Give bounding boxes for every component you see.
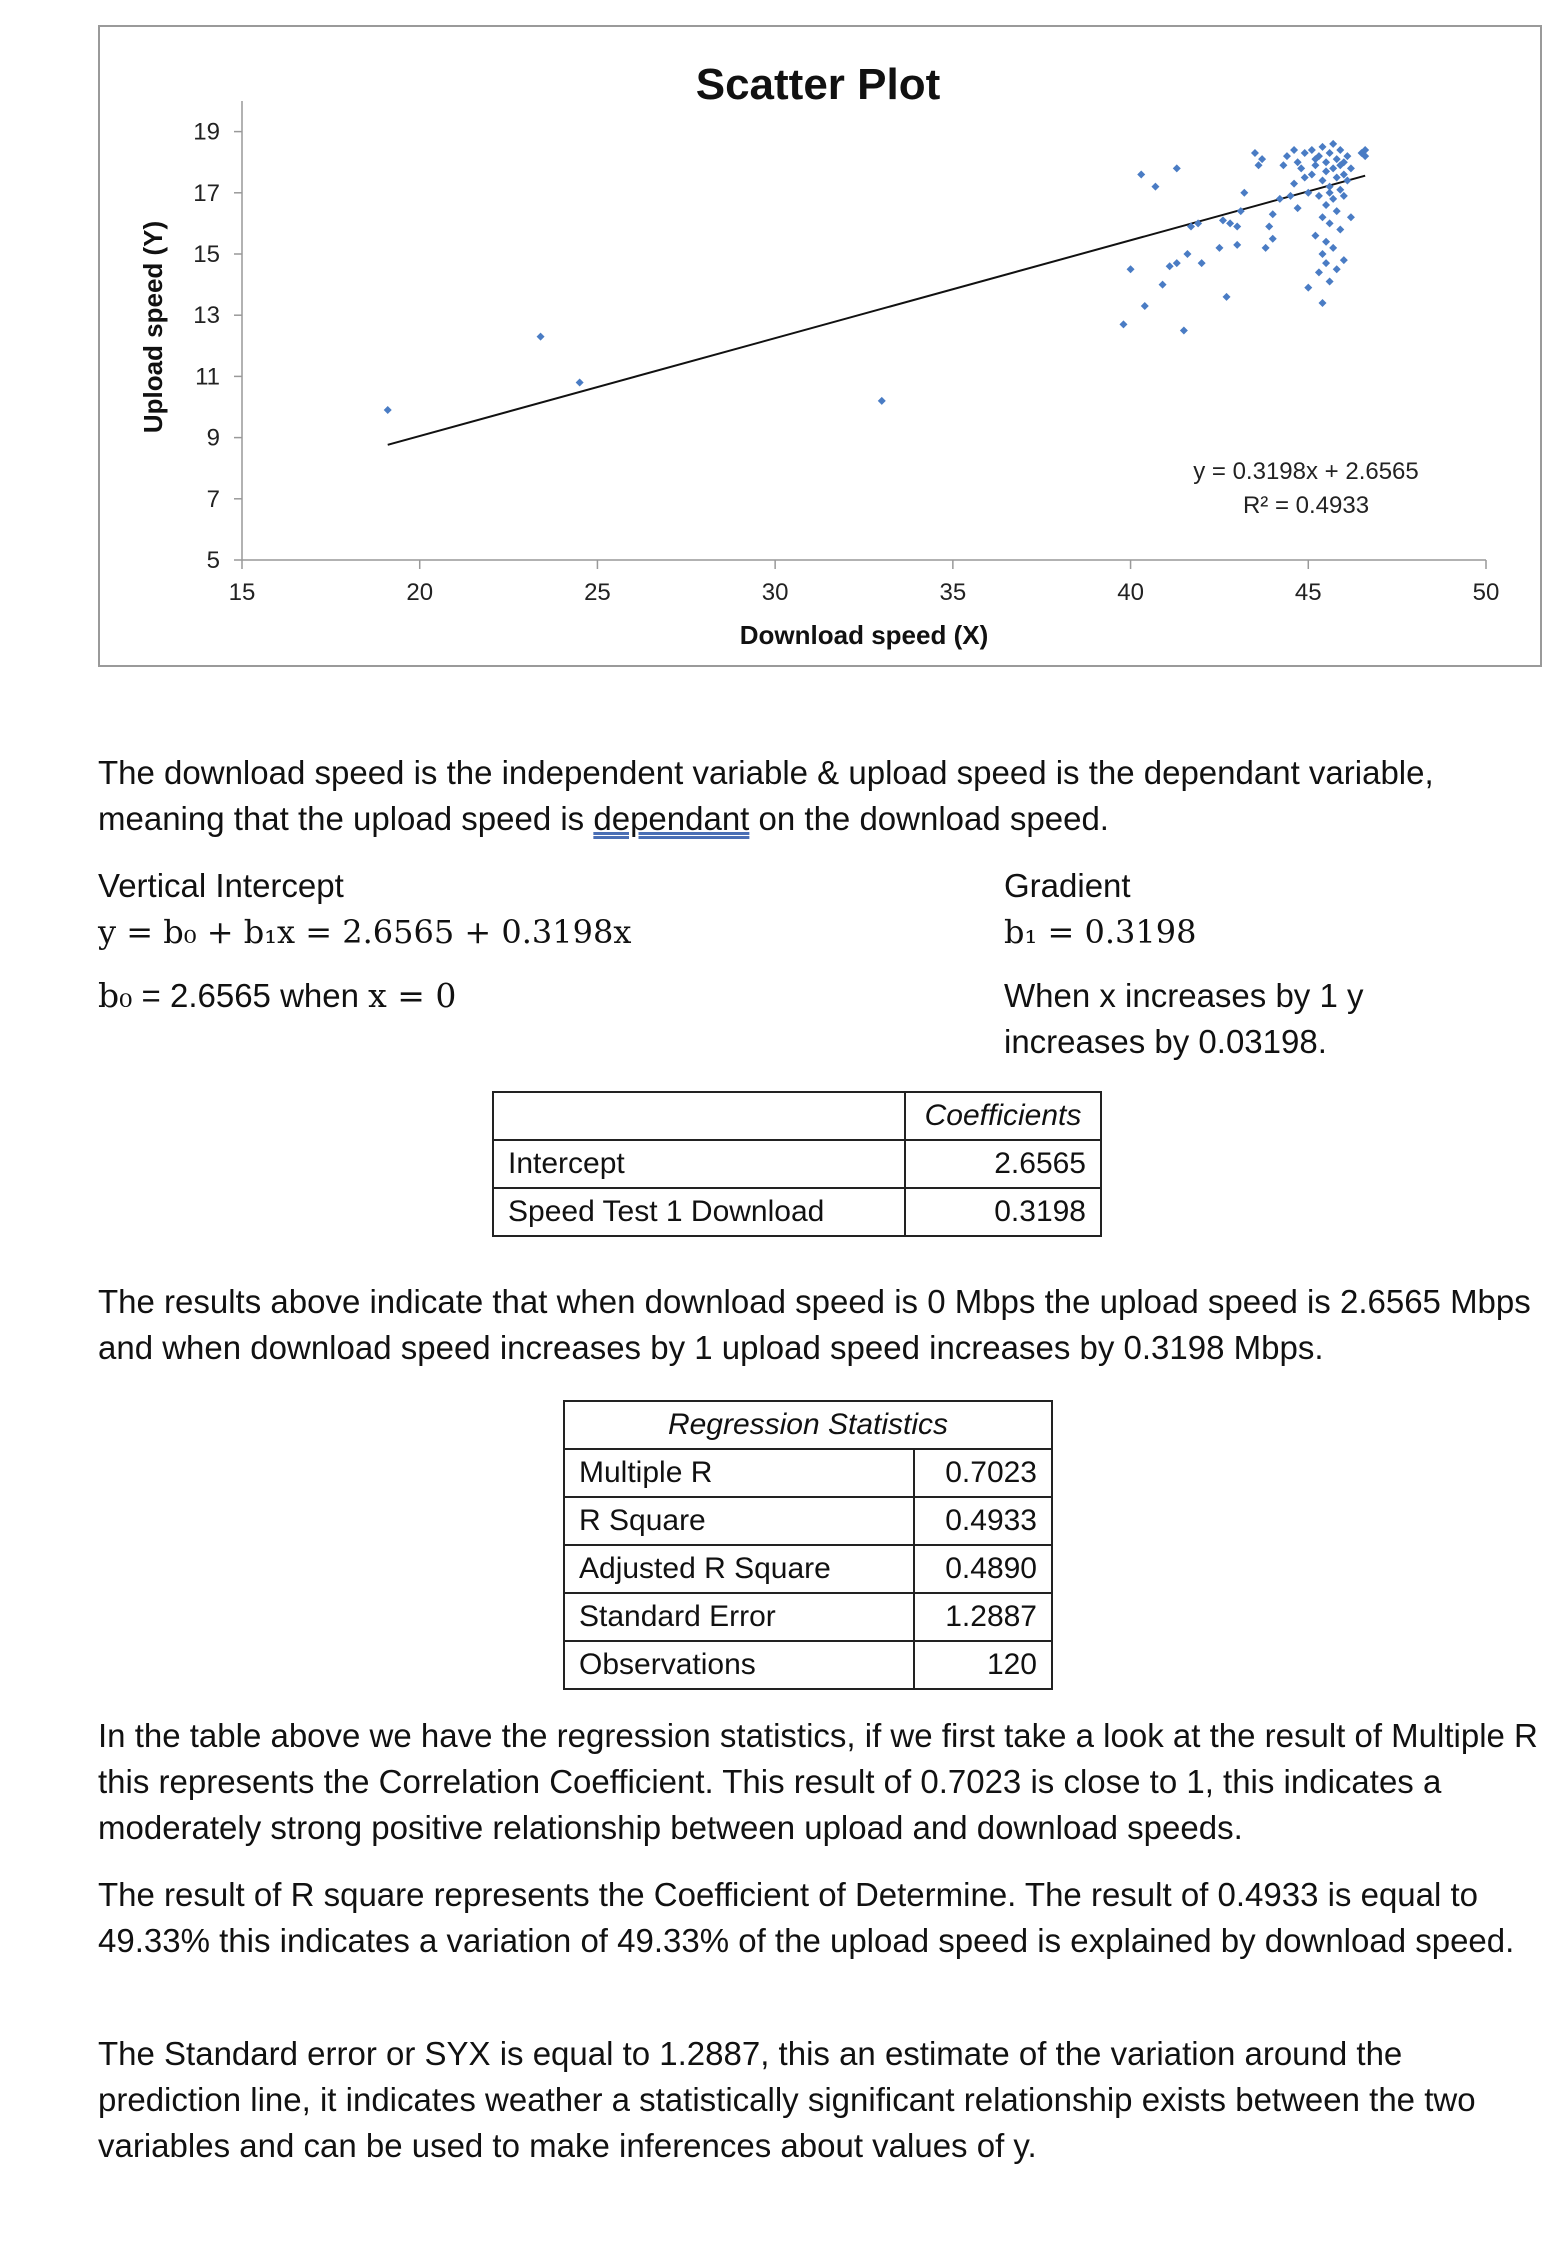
table-row — [564, 1497, 1052, 1545]
data-point — [1347, 213, 1355, 221]
table-row — [564, 1545, 1052, 1593]
data-point — [1319, 213, 1327, 221]
data-point — [1340, 256, 1348, 264]
paragraph-coefficients: The results above indicate that when download speed is 0 Mbps the upload speed is 2.6565 Mbps and when download speed increases by 1 upload speed increases by 0.3198 Mbps. — [98, 1283, 1531, 1366]
paragraph-variables-tail: on the download speed. — [749, 800, 1109, 837]
x-tick-label: 15 — [228, 579, 256, 606]
data-point — [1151, 183, 1159, 191]
table-cell — [493, 1092, 905, 1140]
underlined-word: dependant — [593, 800, 750, 837]
data-point — [1308, 170, 1316, 178]
data-point — [1322, 201, 1330, 209]
data-point — [1347, 164, 1355, 172]
data-point — [576, 379, 584, 387]
trendline — [388, 176, 1365, 445]
data-point — [1233, 222, 1241, 230]
stat-label: Standard Error — [564, 1593, 914, 1641]
data-point — [1198, 259, 1206, 267]
gradient-equation: b₁ = 0.3198 — [1004, 913, 1197, 951]
y-tick-label: 5 — [206, 547, 220, 574]
data-point — [1290, 146, 1298, 154]
vertical-intercept-heading: Vertical Intercept — [98, 867, 344, 904]
data-point — [1258, 155, 1266, 163]
data-point — [1333, 174, 1341, 182]
data-point — [1336, 226, 1344, 234]
table-row — [564, 1641, 1052, 1689]
data-point — [1215, 244, 1223, 252]
data-point — [1329, 195, 1337, 203]
regression-statistics-table — [563, 1400, 1053, 1690]
data-point — [1173, 164, 1181, 172]
data-point — [1343, 152, 1351, 160]
x-tick-label: 30 — [761, 579, 789, 606]
data-point — [1223, 293, 1231, 301]
data-point — [384, 406, 392, 414]
x-tick-label: 45 — [1294, 579, 1322, 606]
data-point — [1294, 158, 1302, 166]
x-tick-label: 40 — [1117, 579, 1144, 606]
data-point — [1326, 278, 1334, 286]
coef-value: 2.6565 — [905, 1140, 1101, 1188]
stat-value: 0.7023 — [914, 1449, 1052, 1497]
r-squared-label: R² = 0.4933 — [1242, 492, 1370, 519]
y-tick-label: 15 — [193, 241, 220, 268]
data-point — [1297, 164, 1305, 172]
paragraph-variables-text: The download speed is the independent variable & upload speed is the dependant variable, meaning that the upload speed is — [98, 754, 1434, 837]
paragraph-variables — [98, 750, 1538, 842]
stat-value: 120 — [914, 1641, 1052, 1689]
table-row — [493, 1140, 1101, 1188]
data-point — [1329, 164, 1337, 172]
data-point — [1333, 207, 1341, 215]
x-tick-label: 20 — [406, 579, 434, 606]
scatter-chart — [98, 25, 1542, 667]
data-point — [1333, 265, 1341, 273]
data-point — [1329, 140, 1337, 148]
b0-condition: x = 0 — [368, 976, 457, 1015]
data-point — [1319, 299, 1327, 307]
data-point — [1269, 235, 1277, 243]
data-point — [1319, 177, 1327, 185]
data-point — [1180, 327, 1188, 335]
gradient-explanation: When x increases by 1 y increases by 0.03198. — [1004, 977, 1364, 1060]
scatter-svg — [100, 27, 1540, 665]
y-axis-title: Upload speed (Y) — [138, 220, 168, 434]
data-point — [1315, 192, 1323, 200]
table-row — [493, 1092, 1101, 1140]
data-point — [1304, 284, 1312, 292]
data-point — [1322, 259, 1330, 267]
data-point — [1322, 167, 1330, 175]
chart-title: Scatter Plot — [695, 60, 941, 109]
data-point — [1340, 170, 1348, 178]
data-point — [1326, 219, 1334, 227]
b0-value: = 2.6565 when — [132, 977, 369, 1014]
data-point — [1265, 222, 1273, 230]
data-point — [1336, 146, 1344, 154]
coefficients-table — [492, 1091, 1102, 1237]
data-point — [1311, 232, 1319, 240]
data-point — [1279, 161, 1287, 169]
coef-value: 0.3198 — [905, 1188, 1101, 1236]
b0-line — [98, 973, 456, 1019]
y-tick-label: 13 — [193, 302, 220, 330]
data-point — [1226, 219, 1234, 227]
paragraph-r-square: The result of R square represents the Coefficient of Determine. The result of 0.4933 is equal to 49.33% this indicates a variation of 49.33% of the upload speed is explained by download speed. — [98, 1876, 1515, 1959]
data-point — [1255, 161, 1263, 169]
stat-value: 0.4890 — [914, 1545, 1052, 1593]
vertical-intercept-equation: y = b₀ + b₁x = 2.6565 + 0.3198x — [98, 913, 632, 951]
coef-label: Speed Test 1 Download — [493, 1188, 905, 1236]
data-point — [1308, 146, 1316, 154]
data-point — [1173, 259, 1181, 267]
data-point — [1301, 149, 1309, 157]
data-point — [1166, 262, 1174, 270]
y-tick-label: 9 — [206, 424, 220, 452]
data-point — [1326, 149, 1334, 157]
data-point — [1141, 302, 1149, 310]
data-point — [537, 333, 545, 341]
data-point — [1251, 149, 1259, 157]
stat-label: Multiple R — [564, 1449, 914, 1497]
y-tick-label: 7 — [206, 485, 220, 513]
data-point — [1287, 192, 1295, 200]
y-tick-label: 19 — [193, 118, 220, 146]
y-tick-label: 11 — [195, 363, 220, 391]
table-row — [493, 1188, 1101, 1236]
data-point — [1276, 195, 1284, 203]
data-point — [1343, 177, 1351, 185]
data-point — [1159, 281, 1167, 289]
trendline-equation: y = 0.3198x + 2.6565 — [1193, 458, 1419, 485]
data-point — [1283, 152, 1291, 160]
data-point — [1319, 250, 1327, 258]
stat-value: 0.4933 — [914, 1497, 1052, 1545]
y-tick-label: 17 — [193, 179, 220, 207]
data-point — [878, 397, 886, 405]
data-point — [1319, 143, 1327, 151]
stat-label: Adjusted R Square — [564, 1545, 914, 1593]
data-point — [1329, 244, 1337, 252]
data-point — [1119, 320, 1127, 328]
regression-header: Regression Statistics — [564, 1401, 1052, 1449]
data-point — [1315, 268, 1323, 276]
data-point — [1262, 244, 1270, 252]
x-tick-label: 50 — [1472, 579, 1500, 606]
data-point — [1240, 189, 1248, 197]
data-point — [1290, 180, 1298, 188]
data-point — [1233, 241, 1241, 249]
paragraph-standard-error: The Standard error or SYX is equal to 1.2887, this an estimate of the variation around the prediction line, it indicates weather a statistically significant relationship exists between the two variables and can be used to make inferences about values of y. — [98, 2035, 1476, 2164]
data-point — [1326, 189, 1334, 197]
data-point — [1301, 174, 1309, 182]
x-tick-label: 25 — [584, 579, 611, 606]
data-point — [1269, 210, 1277, 218]
data-point — [1322, 238, 1330, 246]
paragraph-multiple-r: In the table above we have the regression statistics, if we first take a look at the result of Multiple R this represents the Correlation Coefficient. This result of 0.7023 is close to 1, this indicates a moderately strong positive relationship between upload and download speeds. — [98, 1717, 1538, 1846]
table-row — [564, 1449, 1052, 1497]
data-point — [1340, 192, 1348, 200]
stat-label: Observations — [564, 1641, 914, 1689]
table-row — [564, 1401, 1052, 1449]
gradient-heading: Gradient — [1004, 867, 1131, 904]
coef-label: Intercept — [493, 1140, 905, 1188]
x-axis-title: Download speed (X) — [739, 620, 989, 650]
x-tick-label: 35 — [939, 579, 967, 606]
coefficients-header: Coefficients — [905, 1092, 1101, 1140]
stat-label: R Square — [564, 1497, 914, 1545]
data-point — [1294, 204, 1302, 212]
table-row — [564, 1593, 1052, 1641]
data-point — [1183, 250, 1191, 258]
data-point — [1137, 170, 1145, 178]
data-point — [1333, 155, 1341, 163]
data-point — [1322, 158, 1330, 166]
data-point — [1219, 216, 1227, 224]
stat-value: 1.2887 — [914, 1593, 1052, 1641]
data-point — [1336, 186, 1344, 194]
b0-symbol: b₀ — [98, 976, 133, 1015]
data-point — [1127, 265, 1135, 273]
